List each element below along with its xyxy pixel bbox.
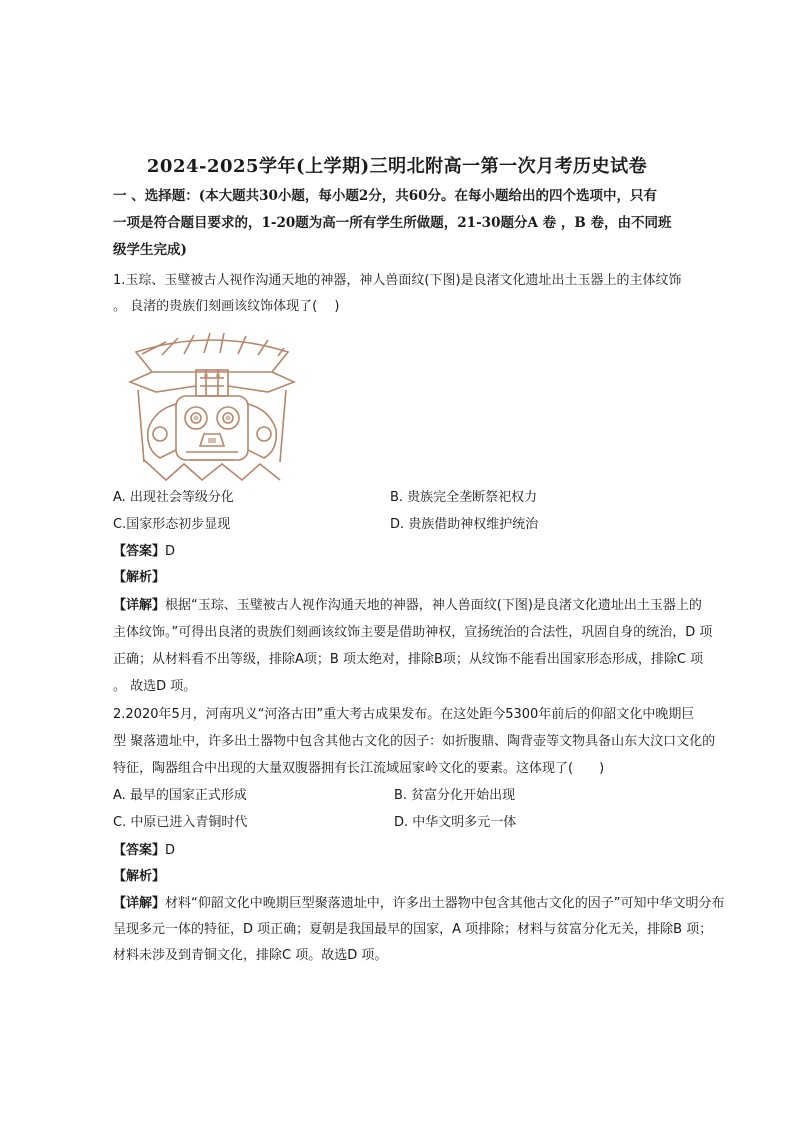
q1-option-c: C.国家形态初步显现 xyxy=(113,517,231,532)
q2-option-d: D. 中华文明多元一体 xyxy=(394,815,517,830)
q2-detail-tag: 【详解】 xyxy=(113,896,166,911)
q2-answer-line xyxy=(113,841,683,861)
q1-answer-value: D xyxy=(165,544,176,559)
q1-analysis-label: 【解析】 xyxy=(113,570,166,585)
q1-stem-line-2: 。 良渚的贵族们刻画该纹饰体现了( ) xyxy=(113,299,340,314)
q1-detail-line-1 xyxy=(113,596,702,616)
q1-option-d: D. 贵族借助神权维护统治 xyxy=(390,517,539,532)
shenren-shoumian-pattern-figure xyxy=(126,330,298,482)
q1-answer-tag: 【答案】 xyxy=(113,544,166,559)
q2-analysis-tag xyxy=(113,867,683,887)
q2-stem-line-1: 2.2020年5月，河南巩义“河洛古田”重大考古成果发布。在这处距今5300年前后的仰韶文化中晚期巨 xyxy=(113,707,695,722)
page-title: 2024-2025学年(上学期)三明北附高一第一次月考历史试卷 xyxy=(146,156,648,177)
q1-detail-text-1: 根据“玉琮、玉璧被古人视作沟通天地的神器，神人兽面纹(下图)是良渚文化遗址出土玉器上的 xyxy=(165,598,702,613)
q1-stem-line-1: 1.玉琮、玉璧被古人视作沟通天地的神器，神人兽面纹(下图)是良渚文化遗址出土玉器上的主体纹饰 xyxy=(113,273,682,288)
q2-stem-line-2: 型 聚落遗址中，许多出土器物中包含其他古文化的因子：如折腹鼎、陶背壶等文物具备山东大汶口文化的 xyxy=(113,734,716,749)
q2-detail-line-1 xyxy=(113,894,725,914)
q2-option-b: B. 贫富分化开始出现 xyxy=(394,788,516,803)
q1-option-a: A. 出现社会等级分化 xyxy=(113,490,234,505)
q2-analysis-label: 【解析】 xyxy=(113,869,166,884)
q1-answer-line xyxy=(113,542,683,562)
q2-option-a: A. 最早的国家正式形成 xyxy=(113,788,247,803)
section-instructions-line-2: 一项是符合题目要求的，1-20题为高一所有学生所做题，21-30题分A 卷 ，B 卷，由不同班 xyxy=(113,215,672,231)
q1-detail-line-2: 主体纹饰。”可得出良渚的贵族们刻画该纹饰主要是借助神权，宣扬统治的合法性，巩固自身的统治，D 项 xyxy=(113,625,713,640)
q1-detail-tag: 【详解】 xyxy=(113,598,166,613)
q2-detail-text-1: 材料“仰韶文化中晚期巨型聚落遗址中，许多出土器物中包含其他古文化的因子”可知中华文明分布 xyxy=(165,896,725,911)
q2-option-c: C. 中原已进入青铜时代 xyxy=(113,815,248,830)
q2-answer-tag: 【答案】 xyxy=(113,843,166,858)
section-instructions-line-1: 一 、选择题：(本大题共30小题，每小题2分，共60分。在每小题给出的四个选项中，只有 xyxy=(113,188,658,204)
q2-stem-line-3: 特征，陶器组合中出现的大量双腹器拥有长江流域屈家岭文化的要素。这体现了( ) xyxy=(113,761,605,776)
section-instructions-line-3: 级学生完成) xyxy=(113,242,187,258)
q1-detail-line-3: 正确；从材料看不出等级，排除A项；B 项太绝对，排除B项；从纹饰不能看出国家形态形成，排除C 项 xyxy=(113,652,704,667)
q2-detail-line-2: 呈现多元一体的特征，D 项正确；夏朝是我国最早的国家，A 项排除；材料与贫富分化无关，排除B 项； xyxy=(113,922,713,937)
q2-answer-value: D xyxy=(165,843,176,858)
q1-detail-line-4: 。 故选D 项。 xyxy=(113,679,197,694)
q2-detail-line-3: 材料未涉及到青铜文化，排除C 项。故选D 项。 xyxy=(113,948,388,963)
q1-analysis-tag xyxy=(113,568,683,588)
q1-option-b: B. 贵族完全垄断祭祀权力 xyxy=(390,490,538,505)
